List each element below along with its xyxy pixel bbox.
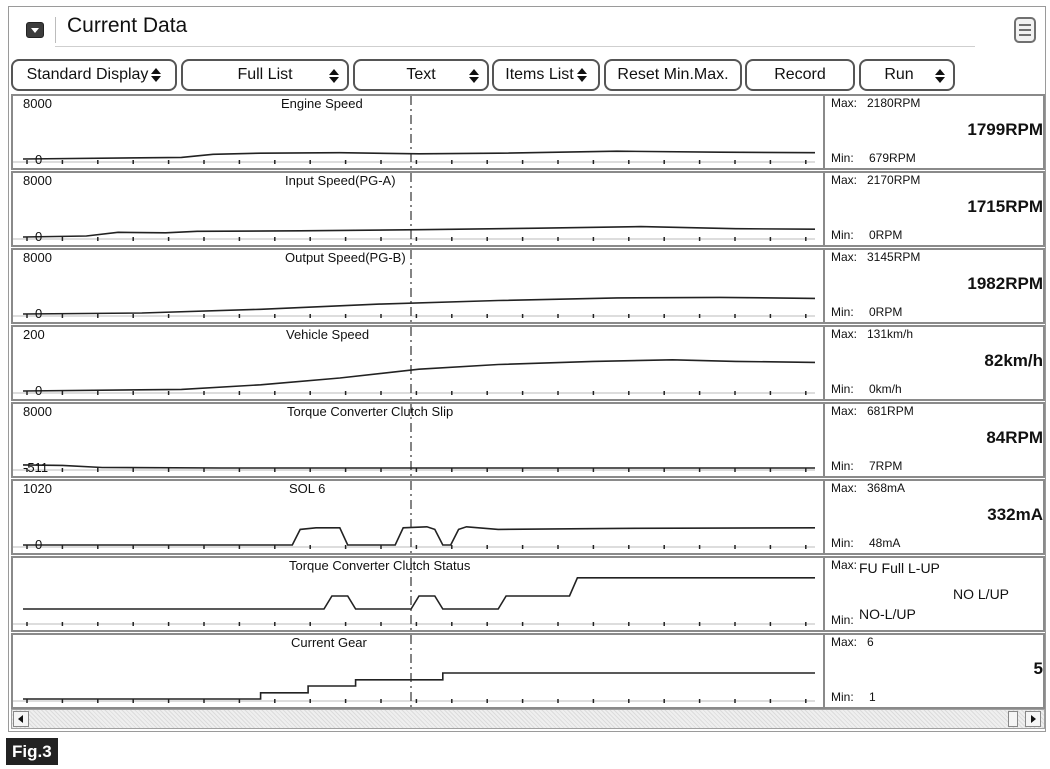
- chart-svg: [13, 173, 825, 245]
- min-label: Min:: [831, 382, 854, 396]
- signal-title: Torque Converter Clutch Status: [289, 558, 471, 573]
- y-min-label: 0: [35, 229, 43, 244]
- signal-title: Engine Speed: [281, 96, 363, 111]
- text-select[interactable]: [353, 59, 489, 91]
- items-list-label: Items List: [505, 66, 574, 83]
- graph-panel: [11, 633, 1045, 709]
- standard-display-select[interactable]: [11, 59, 177, 91]
- signal-trace: [23, 297, 815, 314]
- value-readout: [827, 558, 1043, 630]
- y-min-label: -511: [23, 460, 49, 475]
- signal-title: Torque Converter Clutch Slip: [287, 404, 454, 419]
- min-value: 48mA: [869, 536, 901, 550]
- graph-panel: [11, 556, 1045, 632]
- current-value: 84RPM: [986, 428, 1043, 447]
- max-label: Max:: [831, 250, 858, 264]
- signal-trace: [23, 465, 815, 468]
- horizontal-scrollbar[interactable]: [11, 709, 1045, 729]
- full-list-label: Full List: [237, 66, 293, 83]
- record-label: Record: [774, 66, 826, 83]
- max-label: Max:: [831, 327, 858, 341]
- collapse-icon[interactable]: [26, 22, 44, 38]
- run-label: Run: [884, 66, 914, 83]
- signal-trace: [23, 578, 815, 609]
- scroll-right-icon[interactable]: [1025, 711, 1041, 727]
- chart-svg: [13, 96, 825, 168]
- plot-area: [13, 635, 825, 707]
- max-value: 681RPM: [867, 404, 914, 418]
- max-label: Max:: [831, 173, 858, 187]
- y-min-label: 0: [35, 537, 43, 552]
- min-label: Min:: [831, 536, 854, 550]
- signal-title: Vehicle Speed: [286, 327, 370, 342]
- value-readout: [827, 96, 1043, 168]
- value-readout: [827, 481, 1043, 553]
- plot-area: [13, 96, 825, 168]
- menu-icon[interactable]: [1014, 17, 1036, 43]
- record-button[interactable]: [745, 59, 855, 91]
- plot-area: [13, 558, 825, 630]
- min-label: Min:: [831, 151, 854, 165]
- plot-area: [13, 327, 825, 399]
- min-label: Min:: [831, 690, 854, 704]
- title-underline: [55, 46, 975, 47]
- chart-svg: [13, 250, 825, 322]
- max-value: 368mA: [867, 481, 906, 495]
- signal-title: Input Speed(PG-A): [285, 173, 396, 188]
- title-divider: [55, 17, 56, 43]
- current-value: 82km/h: [984, 351, 1043, 370]
- max-value: 2180RPM: [867, 96, 921, 110]
- reset-minmax-button[interactable]: [604, 59, 742, 91]
- current-value: 1799RPM: [967, 120, 1043, 139]
- plot-area: [13, 250, 825, 322]
- scroll-thumb[interactable]: [1008, 711, 1018, 727]
- signal-title: Output Speed(PG-B): [285, 250, 406, 265]
- signal-trace: [23, 227, 815, 237]
- chart-svg: [13, 635, 825, 707]
- window-title: Current Data: [67, 14, 188, 37]
- max-value: FU Full L-UP: [859, 560, 940, 576]
- min-value: NO-L/UP: [859, 606, 916, 622]
- items-list-select[interactable]: [492, 59, 600, 91]
- chart-svg: [13, 327, 825, 399]
- graph-panel: [11, 479, 1045, 555]
- y-max-label: 8000: [23, 404, 52, 419]
- max-label: Max:: [831, 404, 858, 418]
- max-value: 2170RPM: [867, 173, 921, 187]
- spinner-icon: [935, 69, 945, 83]
- graph-panel: [11, 171, 1045, 247]
- signal-title: Current Gear: [291, 635, 367, 650]
- plot-area: [13, 173, 825, 245]
- run-select[interactable]: [859, 59, 955, 91]
- text-label: Text: [406, 66, 436, 83]
- spinner-icon: [151, 68, 161, 82]
- value-readout: [827, 635, 1043, 707]
- max-label: Max:: [831, 558, 858, 572]
- min-value: 7RPM: [869, 459, 903, 473]
- min-label: Min:: [831, 305, 854, 319]
- standard-display-label: Standard Display: [26, 66, 149, 83]
- min-label: Min:: [831, 613, 854, 627]
- y-max-label: 200: [23, 327, 45, 342]
- value-readout: [827, 250, 1043, 322]
- min-value: 0km/h: [869, 382, 902, 396]
- max-value: 6: [867, 635, 874, 649]
- min-label: Min:: [831, 459, 854, 473]
- graph-panel: [11, 402, 1045, 478]
- current-value: 5: [1033, 659, 1043, 678]
- chart-svg: [13, 481, 825, 553]
- plot-area: [13, 481, 825, 553]
- signal-trace: [23, 360, 815, 391]
- full-list-select[interactable]: [181, 59, 349, 91]
- graph-panel: [11, 325, 1045, 401]
- max-label: Max:: [831, 96, 858, 110]
- current-value: 332mA: [987, 505, 1043, 524]
- signal-title: SOL 6: [289, 481, 326, 496]
- figure-label: Fig.3: [6, 738, 58, 765]
- min-value: 679RPM: [869, 151, 916, 165]
- value-readout: [827, 404, 1043, 476]
- max-value: 3145RPM: [867, 250, 921, 264]
- min-value: 0RPM: [869, 228, 903, 242]
- reset-minmax-label: Reset Min.Max.: [617, 66, 729, 83]
- min-value: 1: [869, 690, 876, 704]
- spinner-icon: [577, 68, 587, 82]
- y-min-label: 0: [35, 306, 43, 321]
- graph-panel: [11, 248, 1045, 324]
- title-bar: [9, 7, 1045, 47]
- max-label: Max:: [831, 481, 858, 495]
- max-value: 131km/h: [867, 327, 914, 341]
- current-value: NO L/UP: [953, 586, 1010, 602]
- y-max-label: 1020: [23, 481, 52, 496]
- y-max-label: 8000: [23, 96, 52, 111]
- spinner-icon: [329, 69, 339, 83]
- graph-panel: [11, 94, 1045, 170]
- signal-trace: [23, 673, 815, 699]
- y-min-label: 0: [35, 152, 43, 167]
- y-max-label: 8000: [23, 250, 52, 265]
- current-value: 1715RPM: [967, 197, 1043, 216]
- spinner-icon: [469, 69, 479, 83]
- plot-area: [13, 404, 825, 476]
- current-data-window: [8, 6, 1046, 732]
- current-value: 1982RPM: [967, 274, 1043, 293]
- value-readout: [827, 327, 1043, 399]
- min-value: 0RPM: [869, 305, 903, 319]
- y-min-label: 0: [35, 383, 43, 398]
- min-label: Min:: [831, 228, 854, 242]
- scroll-left-icon[interactable]: [13, 711, 29, 727]
- y-max-label: 8000: [23, 173, 52, 188]
- signal-trace: [23, 527, 815, 545]
- max-label: Max:: [831, 635, 858, 649]
- value-readout: [827, 173, 1043, 245]
- signal-trace: [23, 151, 815, 159]
